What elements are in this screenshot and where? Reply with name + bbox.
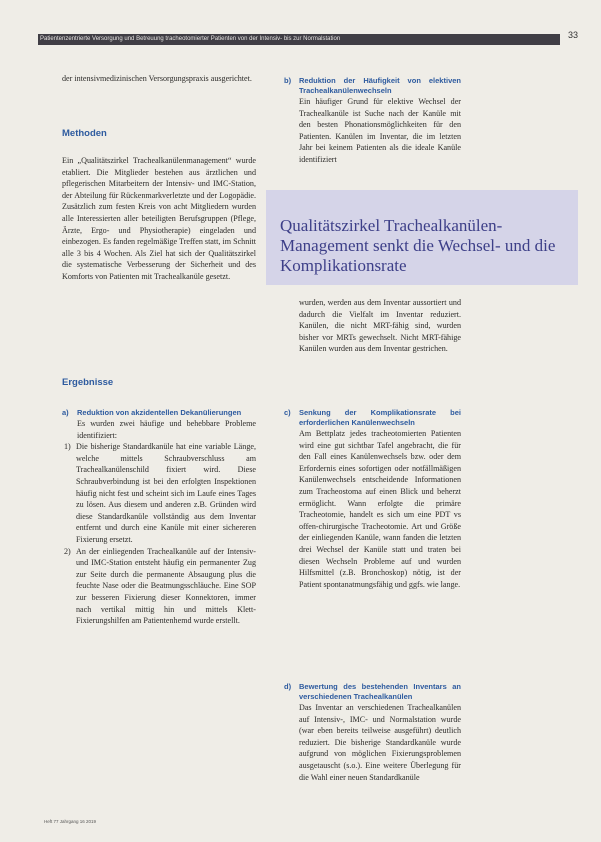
results-list bbox=[62, 441, 256, 627]
subsection-d-heading: Bewertung des bestehenden Inventars an verschiedenen Trachealkanülen bbox=[299, 682, 461, 701]
list-item bbox=[64, 441, 256, 545]
subsection-c bbox=[284, 408, 461, 590]
subsection-c-text: Am Bettplatz jedes tracheotomierten Patienten wird eine gut sichtbar Tafel angebracht, die für den Fall eines Kanülenwechsels bzw. oder dem Erfordernis eines sofortigen oder notfällmäßigen Kanülenwechsels entscheidende Informationen zum Tracheostoma auf einen Blick und beherzt ermöglicht. Wann erfolgte die primäre Tracheotomie, handelt es sich um eine PDT vs offen-chirurgische Tracheotomie. Art und Größe der einliegenden Kanüle, wann fanden die letzten drei Wechsel der Kanüle statt und traten bei diesen Wechseln Probleme auf und wurden Hilfsmittel (z.B. Bronchoskop) nötig, ist der Patient spontanatmungsfähig und ggfs. wie lange. bbox=[299, 429, 461, 589]
intro-text bbox=[62, 73, 256, 85]
subsection-a-intro: Es wurden zwei häufige und behebbare Probleme identifiziert: bbox=[77, 419, 256, 440]
results-section bbox=[62, 377, 256, 389]
list-item-text: An der einliegenden Trachealkanüle auf der Intensiv- und IMC-Station entsteht häufig ein permanenter Zug zur Seite durch die permanente Absaugung plus die feuchte Nase oder die Beatmungsschläuche. Eine SOP zur besseren Fixierung dieser Konnektoren, immer nach vertikal mittig hin und mittels Klett-Fixierungshilfen am Patientenhemd wurde erstellt. bbox=[76, 546, 256, 626]
subsection-b-heading: Reduktion der Häufigkeit von elektiven Trachealkanülenwechseln bbox=[299, 76, 461, 95]
subsection-b-continued-text: wurden, werden aus dem Inventar aussortiert und dadurch die Vielfalt im Inventar reduziert. Kanülen, die nicht MRT-fähig sind, wurden bisher vor MRTs gewechselt. Nicht MRT-fähige Kanülen wurden aus dem Inventar gestrichen. bbox=[299, 298, 461, 354]
subsection-a-label: a) bbox=[62, 408, 69, 417]
subsection-b-title bbox=[284, 76, 461, 96]
subsection-d-text: Das Inventar an verschiedenen Trachealkanülen auf Intensiv-, IMC- und Normalstation wurde (war eben bereits teilweise ausgeführt) deutlich reduziert. Die bisherige Standardkanüle wurde aufgrund von möglichen Fixierungsproblemen ausgetauscht (s.o.). Eine weitere Überlegung für die Wahl einer neuen Standardkanüle bbox=[299, 703, 461, 782]
subsection-c-label: c) bbox=[284, 408, 291, 417]
page-number: 33 bbox=[567, 30, 578, 40]
subsection-c-title bbox=[284, 408, 461, 428]
list-item-text: Die bisherige Standardkanüle hat eine variable Länge, welche mittels Schraubverschluss am Trachealkanülenschild fixiert wird. Diese Schraubverbindung ist bei den erfolgten Inspektionen häufig nicht fest und scheint sich im Laufe eines Tages zu lösen. Aus diesem und anderen z.B. Gründen wird diese Standardkanüle vollständig aus dem Inventar entfernt und durch eine Kanüle mit einer sichereren Fixierung ersetzt. bbox=[76, 442, 256, 544]
subsection-a-heading: Reduktion von akzidentellen Dekanülierungen bbox=[77, 408, 242, 417]
subsection-b-text: Ein häufiger Grund für elektive Wechsel der Trachealkanüle ist Suche nach der Kanüle mit den besten Phonationsmöglichkeiten für den Patienten. Kanülen im Inventar, die im letzten Jahr bei keinem Patienten als die ideale Kanüle identifiziert bbox=[299, 97, 461, 164]
subsection-d bbox=[284, 682, 461, 783]
subsection-b-label: b) bbox=[284, 76, 292, 85]
subsection-b bbox=[284, 76, 461, 166]
running-header: Patientenzentrierte Versorgung und Betreuung tracheotomierter Patienten von der Intensiv- bis zur Normalstation bbox=[40, 36, 341, 42]
methods-section bbox=[62, 128, 256, 140]
list-item-number: 2) bbox=[64, 546, 71, 556]
callout-quote: Qualitätszirkel Trachealkanülen-Management senkt die Wechsel- und die Komplikationsrate bbox=[280, 216, 556, 275]
subsection-d-label: d) bbox=[284, 682, 292, 691]
footer: Heft 77 Jahrgang 16 2019 bbox=[44, 819, 97, 824]
subsection-b-continued bbox=[284, 297, 461, 355]
intro-paragraph: der intensivmedizinischen Versorgungspraxis ausgerichtet. bbox=[62, 74, 252, 83]
subsection-d-title bbox=[284, 682, 461, 702]
methods-heading: Methoden bbox=[62, 128, 107, 139]
subsection-a-title bbox=[62, 408, 256, 418]
methods-body bbox=[62, 155, 256, 283]
list-item bbox=[64, 546, 256, 627]
subsection-a-content bbox=[62, 418, 256, 441]
results-heading: Ergebnisse bbox=[62, 377, 114, 388]
list-item-number: 1) bbox=[64, 442, 71, 452]
methods-paragraph: Ein „Qualitätszirkel Trachealkanülenmanagement“ wurde etabliert. Die Mitglieder bestehen aus ärztlichen und pflegerischen Mitarbeitern der Intensiv- und IMC-Station, der Abteilung für Rückenmarkverletzte und der Logopädie. Zusätzlich zum festen Kreis von acht Mitgliedern wurden alle Interessierten aller beteiligten Berufsgruppen (Pflege, Ärzte, Ergo- und Physiotherapie) eingeladen und einbezogen. Es fanden regelmäßige Treffen statt, im Schnitt alle 3 bis 4 Wochen. Als Ziel hat sich der Qualitätszirkel die systematische Verbesserung der Sicherheit und des Komforts von Patienten mit Trachealkanüle gesetzt. bbox=[62, 156, 256, 281]
subsection-c-heading: Senkung der Komplikationsrate bei erforderlichen Kanülenwechseln bbox=[299, 408, 461, 427]
results-body bbox=[62, 408, 256, 627]
